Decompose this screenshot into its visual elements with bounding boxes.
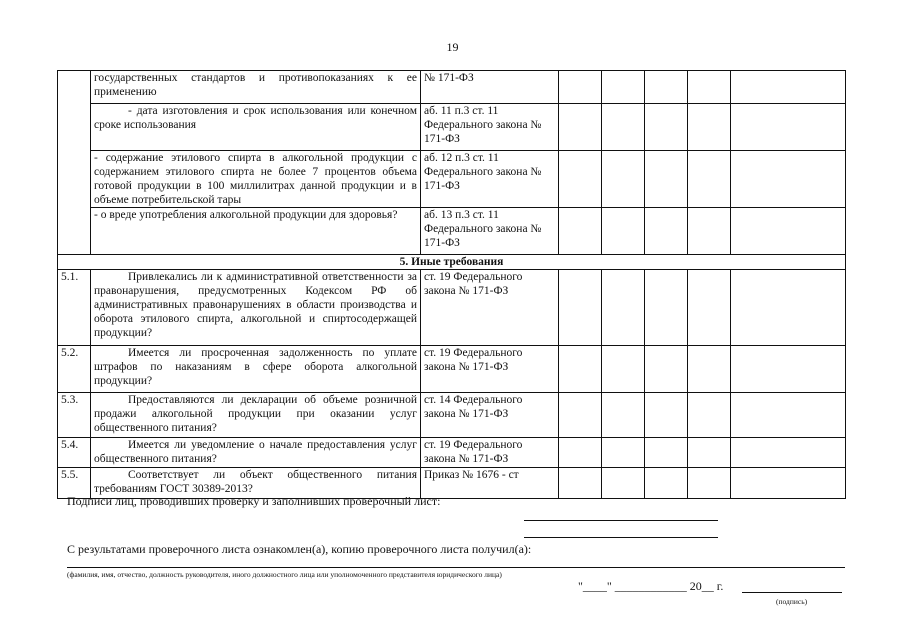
answer-cell [602, 393, 645, 438]
table-row [58, 71, 846, 104]
answer-cell [559, 71, 602, 104]
answer-cell [602, 208, 645, 255]
basis-cell: ст. 14 Федерального закона № 171-ФЗ [421, 393, 559, 438]
answer-cell [688, 104, 731, 151]
basis-cell: аб. 13 п.3 ст. 11 Федерального закона № 171-ФЗ [421, 208, 559, 255]
answer-cell [645, 151, 688, 208]
checklist-table [57, 70, 846, 499]
signature-caption: (подпись) [776, 597, 808, 606]
answer-cell [688, 346, 731, 393]
question-cell: - содержание этилового спирта в алкогольной продукции с содержанием этилового спирта не более 7 процентов объема готовой продукции в 100 миллилитрах данной продукции и в объеме потребительской тары [91, 151, 421, 208]
answer-cell [645, 270, 688, 346]
question-cell: Имеется ли просроченная задолженность по уплате штрафов по наказаниям в сфере оборота алкогольной продукции? [91, 346, 421, 393]
answer-cell [645, 346, 688, 393]
answer-cell [602, 151, 645, 208]
answer-cell [688, 270, 731, 346]
note-cell [731, 393, 846, 438]
answer-cell [559, 270, 602, 346]
answer-cell [602, 468, 645, 499]
answer-cell [559, 438, 602, 468]
item-number: 5.2. [58, 346, 91, 393]
basis-cell: аб. 12 п.3 ст. 11 Федерального закона № 171-ФЗ [421, 151, 559, 208]
question-cell: Предоставляются ли декларации об объеме розничной продажи алкогольной продукции при оказании услуг общественного питания? [91, 393, 421, 438]
basis-cell: ст. 19 Федерального закона № 171-ФЗ [421, 346, 559, 393]
item-number: 5.3. [58, 393, 91, 438]
page-number: 19 [446, 40, 459, 54]
signature-line [524, 520, 718, 521]
basis-cell: ст. 19 Федерального закона № 171-ФЗ [421, 438, 559, 468]
basis-cell: ст. 19 Федерального закона № 171-ФЗ [421, 270, 559, 346]
answer-cell [645, 104, 688, 151]
note-cell [731, 438, 846, 468]
answer-cell [645, 208, 688, 255]
answer-cell [559, 468, 602, 499]
question-cell: Привлекались ли к административной ответственности за правонарушения, предусмотренных Кодексом РФ об административных правонарушениях в области производства и оборота этилового спирта, алкогольной и спиртосодержащей продукции? [91, 270, 421, 346]
note-cell [731, 208, 846, 255]
question-cell: государственных стандартов и противопоказаниях к ее применению [91, 71, 421, 104]
answer-cell [688, 393, 731, 438]
section-title: 5. Иные требования [58, 255, 846, 270]
answer-cell [688, 468, 731, 499]
answer-cell [645, 438, 688, 468]
item-number: 5.5. [58, 468, 91, 499]
table-row [58, 438, 846, 468]
answer-cell [645, 71, 688, 104]
empty-number-cell [58, 71, 91, 255]
table-row [58, 151, 846, 208]
basis-cell: № 171-ФЗ [421, 71, 559, 104]
answer-cell [688, 151, 731, 208]
answer-cell [602, 71, 645, 104]
answer-cell [559, 393, 602, 438]
question-cell: - дата изготовления и срок использования или конечном сроке использования [91, 104, 421, 151]
answer-cell [645, 393, 688, 438]
acquainted-label: С результатами проверочного листа ознакомлен(а), копию проверочного листа получил(а): [67, 542, 532, 556]
answer-cell [602, 104, 645, 151]
answer-cell [559, 104, 602, 151]
answer-cell [602, 346, 645, 393]
note-cell [731, 270, 846, 346]
basis-cell: Приказ № 1676 - ст [421, 468, 559, 499]
table-row [58, 208, 846, 255]
date-field: "____" ____________ 20__ г. [578, 579, 724, 593]
answer-cell [688, 208, 731, 255]
answer-cell [602, 270, 645, 346]
answer-cell [602, 438, 645, 468]
answer-cell [559, 346, 602, 393]
question-cell: Имеется ли уведомление о начале предоставления услуг общественного питания? [91, 438, 421, 468]
note-cell [731, 151, 846, 208]
answer-cell [559, 208, 602, 255]
table-row [58, 346, 846, 393]
item-number: 5.1. [58, 270, 91, 346]
note-cell [731, 468, 846, 499]
basis-cell: аб. 11 п.3 ст. 11 Федерального закона № 171-ФЗ [421, 104, 559, 151]
note-cell [731, 71, 846, 104]
signatures-label: Подписи лиц, проводивших проверку и заполнивших проверочный лист: [67, 494, 441, 508]
signature-line [524, 537, 718, 538]
question-cell: - о вреде употребления алкогольной продукции для здоровья? [91, 208, 421, 255]
answer-cell [645, 468, 688, 499]
note-cell [731, 104, 846, 151]
answer-cell [688, 71, 731, 104]
question-cell: Соответствует ли объект общественного питания требованиям ГОСТ 30389-2013? [91, 468, 421, 499]
section-header-row [58, 255, 846, 270]
table-row [58, 104, 846, 151]
note-cell [731, 346, 846, 393]
table-row [58, 393, 846, 438]
signature-line [742, 592, 842, 593]
fio-caption: (фамилия, имя, отчество, должность руководителя, иного должностного лица или уполномоченного представителя юридического лица) [67, 570, 502, 579]
fio-line [67, 567, 845, 568]
table-row [58, 270, 846, 346]
answer-cell [559, 151, 602, 208]
answer-cell [688, 438, 731, 468]
item-number: 5.4. [58, 438, 91, 468]
